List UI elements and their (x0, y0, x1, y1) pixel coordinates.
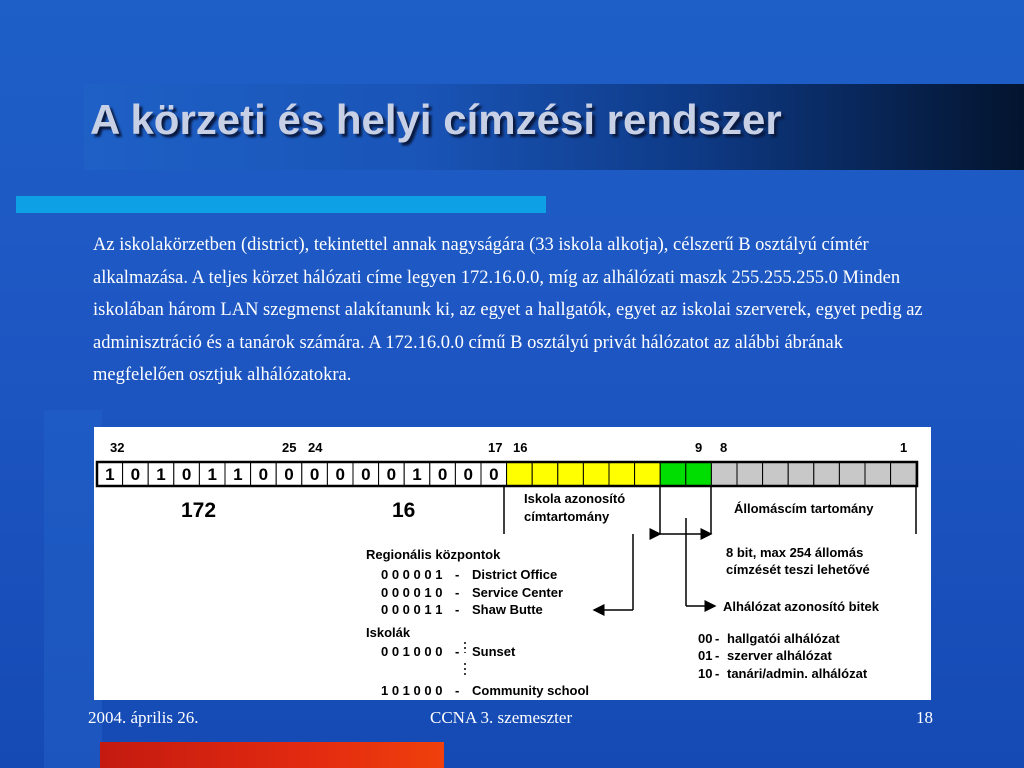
svg-text:-: - (455, 567, 460, 582)
svg-text:szerver alhálózat: szerver alhálózat (727, 648, 832, 663)
footer-page-number: 18 (916, 708, 933, 727)
host-bit-cell (814, 462, 840, 486)
subnet-diagram (94, 427, 931, 700)
network-bit-value: 0 (361, 465, 371, 484)
network-bit-value: 0 (335, 465, 345, 484)
svg-text:0 0 0 0 0 1: 0 0 0 0 0 1 (381, 567, 443, 582)
host-bit-cell (788, 462, 814, 486)
svg-text:-: - (715, 648, 720, 663)
svg-text:Shaw Butte: Shaw Butte (472, 602, 543, 617)
footer-red-bar (100, 742, 444, 768)
svg-text:-: - (455, 683, 460, 698)
svg-text:District Office: District Office (472, 567, 558, 582)
regional-item (381, 567, 557, 582)
network-bit-value: 0 (258, 465, 269, 484)
school-bit-cell (507, 462, 533, 486)
school-bit-cell (583, 462, 609, 486)
host-range-label: Állomáscím tartomány (734, 501, 874, 516)
svg-text:-: - (455, 644, 460, 659)
subnet-item (698, 631, 840, 646)
host-bit-cell (737, 462, 763, 486)
schools-heading: Iskolák (366, 625, 411, 640)
svg-text:0 0 0 0 1 0: 0 0 0 0 1 0 (381, 585, 443, 600)
host-bit-cell (839, 462, 865, 486)
network-bit-value: 0 (489, 465, 499, 484)
bit-pos-9: 9 (695, 440, 703, 455)
regional-item (381, 602, 543, 617)
network-bit-value: 1 (105, 465, 115, 484)
body-paragraph: Az iskolakörzetben (district), tekintettel annak nagyságára (33 iskola alkotja), célszerű B osztályú címtér alkalmazása. A teljes körzet hálózati címe legyen 172.16.0.0, míg az alhálózati maszk 255.255.255.0 Minden iskolában három LAN szegmenst alakítanunk ki, az egyet a hallgatók, egyet az iskolai szerverek, egyet pedig az adminisztráció és a tanárok számára. A 172.16.0.0 című B osztályú privát hálózatot az alábbi ábrának megfelelően osztjuk alhálózatokra. (93, 235, 923, 385)
network-bit-value: 0 (284, 465, 294, 484)
bit-pos-17: 17 (488, 440, 503, 455)
network-bit-value: 0 (309, 465, 320, 484)
svg-text:tanári/admin. alhálózat: tanári/admin. alhálózat (727, 666, 868, 681)
svg-text:10: 10 (698, 666, 713, 681)
network-bit-value: 1 (233, 465, 243, 484)
svg-text:0 0 1 0 0 0: 0 0 1 0 0 0 (381, 644, 443, 659)
subnet-bit-cell (660, 462, 686, 486)
network-bit-value: 1 (156, 465, 166, 484)
bit-pos-1: 1 (900, 440, 908, 455)
svg-text:-: - (455, 602, 460, 617)
svg-text:-: - (715, 666, 720, 681)
network-bit-value: 0 (181, 465, 192, 484)
subnet-item (698, 648, 832, 663)
octet-16: 16 (392, 499, 416, 522)
school-bit-cell (609, 462, 635, 486)
network-bit-value: 0 (130, 465, 141, 484)
svg-text:Community school: Community school (472, 683, 590, 698)
bit-pos-25: 25 (282, 440, 297, 455)
school-range-label-2: címtartomány (524, 509, 610, 524)
host-bit-cell (891, 462, 917, 486)
school-item (381, 644, 516, 659)
svg-text:hallgatói alhálózat: hallgatói alhálózat (727, 631, 840, 646)
network-bit-value: 0 (463, 465, 473, 484)
svg-text:Service Center: Service Center (472, 585, 564, 600)
bit-pos-32: 32 (110, 440, 125, 455)
school-bit-cell (635, 462, 661, 486)
school-bit-cell (558, 462, 584, 486)
school-item (381, 683, 589, 698)
footer-course: CCNA 3. szemeszter (430, 708, 573, 727)
svg-text:-: - (715, 631, 720, 646)
host-bit-cell (711, 462, 737, 486)
svg-text:01: 01 (698, 648, 713, 663)
regional-heading: Regionális központok (366, 547, 501, 562)
svg-text:1 0 1 0 0 0: 1 0 1 0 0 0 (381, 683, 443, 698)
school-range-label-1: Iskola azonosító (524, 491, 626, 506)
subnet-id-label: Alhálózat azonosító bitek (723, 599, 880, 614)
bit-pos-8: 8 (720, 440, 728, 455)
subnet-bit-cell (686, 462, 712, 486)
bit-pos-24: 24 (308, 440, 323, 455)
bit-row (97, 462, 916, 486)
network-bit-value: 0 (437, 465, 448, 484)
footer-date: 2004. április 26. (88, 708, 199, 727)
subnet-diagram-svg (94, 427, 931, 700)
host-note-2: címzését teszi lehetővé (726, 562, 870, 577)
svg-text:Sunset: Sunset (472, 644, 516, 659)
network-bit-value: 0 (386, 465, 397, 484)
school-bit-cell (532, 462, 558, 486)
network-bit-value: 1 (412, 465, 422, 484)
network-bit-value: 1 (207, 465, 217, 484)
svg-text:00: 00 (698, 631, 713, 646)
svg-text:-: - (455, 585, 460, 600)
host-bit-cell (865, 462, 891, 486)
regional-item (381, 585, 563, 600)
octet-172: 172 (181, 499, 217, 522)
title-underline-bar (16, 196, 546, 213)
svg-text:0 0 0 0 1 1: 0 0 0 0 1 1 (381, 602, 443, 617)
slide-title: A körzeti és helyi címzési rendszer (90, 96, 782, 143)
host-bit-cell (763, 462, 789, 486)
subnet-item (698, 666, 868, 681)
host-note-1: 8 bit, max 254 állomás (726, 545, 864, 560)
bit-pos-16: 16 (513, 440, 528, 455)
